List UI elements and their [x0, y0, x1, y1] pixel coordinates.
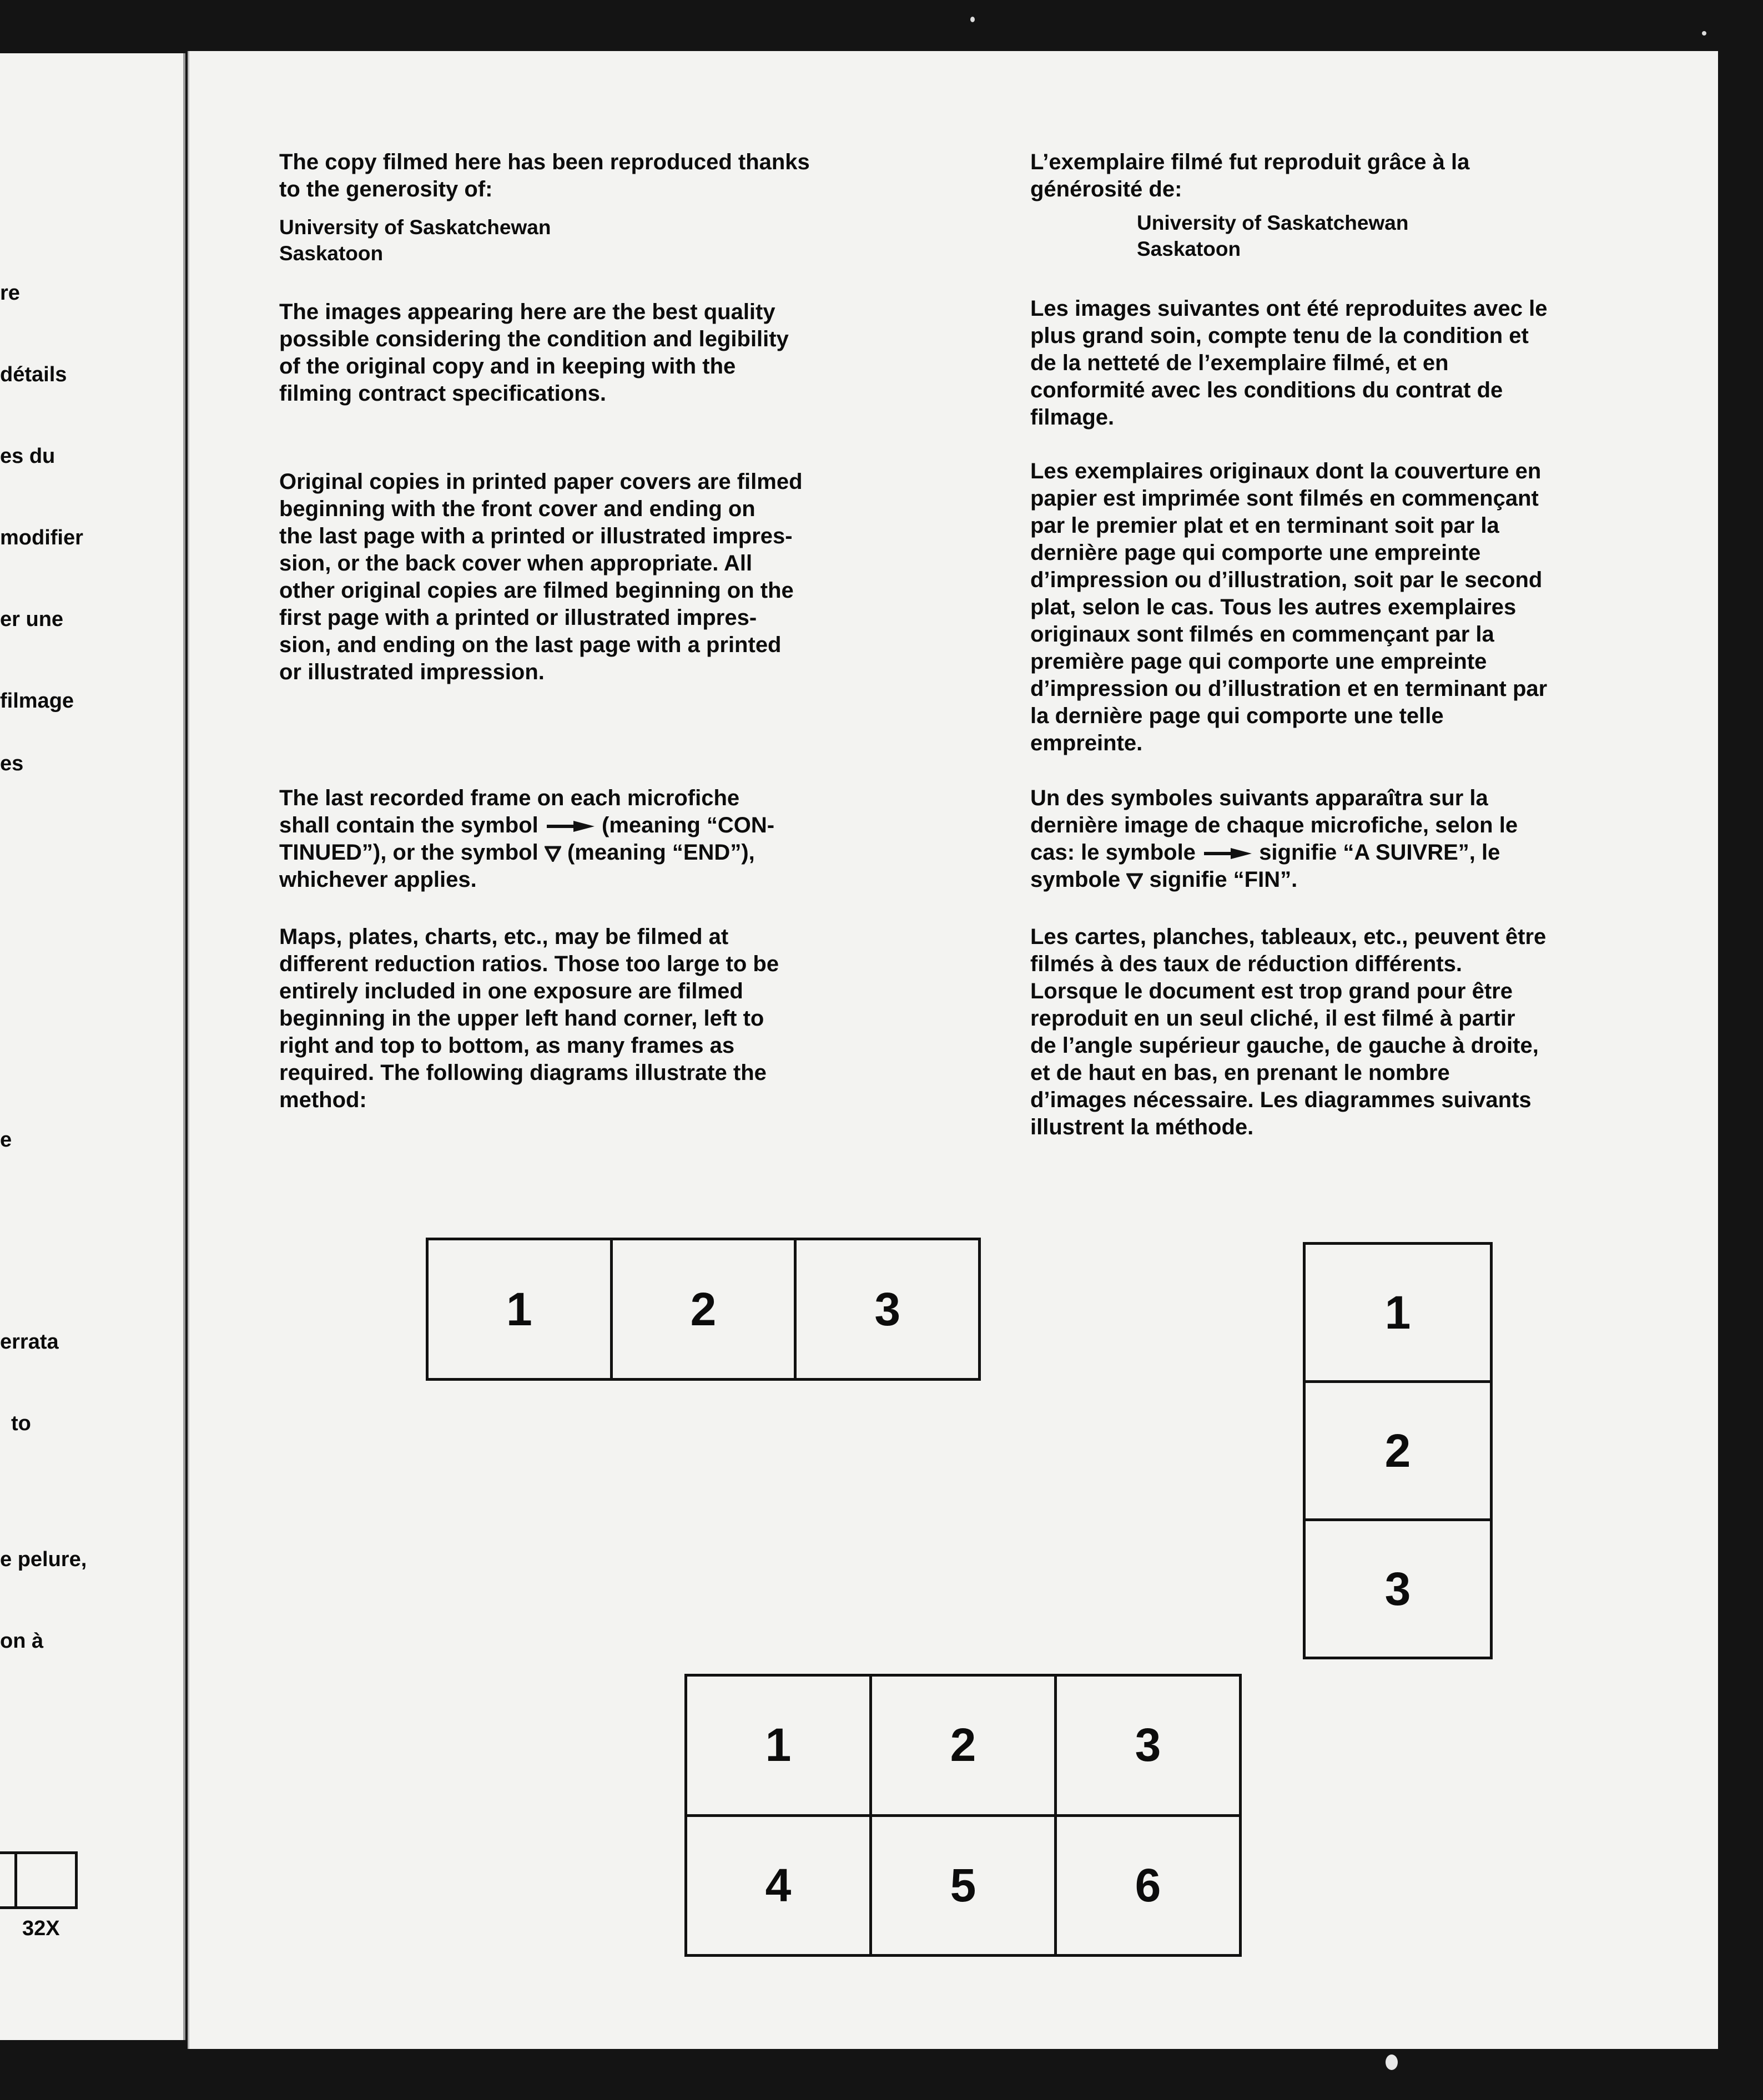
- english-acknowledgement: [279, 149, 934, 203]
- text-line: University of Saskatchewan: [279, 216, 551, 239]
- text-line: illustrent la méthode.: [1030, 1115, 1254, 1139]
- text-line: whichever applies.: [279, 867, 477, 892]
- left-fragment-lines-top: [0, 225, 83, 769]
- text-line: [1030, 866, 1696, 893]
- fragment-line: es du: [0, 445, 56, 468]
- text-line: The last recorded frame on each microfiche: [279, 786, 740, 810]
- left-fragment-lines-bottom: [0, 1274, 87, 1709]
- text-line: Original copies in printed paper covers are filmed: [279, 470, 803, 494]
- text-line: originaux sont filmés en commençant par la: [1030, 622, 1494, 647]
- text-line: or illustrated impression.: [279, 660, 545, 684]
- text-line: Saskatoon: [279, 242, 384, 265]
- text-line: la dernière page qui comporte une telle: [1030, 704, 1444, 728]
- reduction-ratio-box: [0, 1851, 78, 1909]
- fragment-line: es: [0, 752, 24, 775]
- text-segment: TINUED”), or the symbol: [279, 840, 538, 865]
- frame-cell: 2: [613, 1240, 797, 1378]
- text-line: possible considering the condition and legibility: [279, 327, 789, 351]
- fragment-line: to: [11, 1412, 31, 1435]
- frame-cell: 3: [1384, 1562, 1411, 1615]
- text-segment: signifie “FIN”.: [1149, 867, 1298, 892]
- text-line: de l’angle supérieur gauche, de gauche à droite,: [1030, 1033, 1539, 1058]
- continued-arrow-icon: [545, 820, 596, 833]
- text-line: filming contract specifications.: [279, 381, 607, 406]
- text-line: Maps, plates, charts, etc., may be filmed at: [279, 925, 729, 949]
- french-maps-paragraph: [1030, 923, 1696, 1141]
- text-line: first page with a printed or illustrated impres-: [279, 605, 757, 630]
- text-line: Saskatoon: [1137, 238, 1241, 260]
- text-line: empreinte.: [1030, 731, 1143, 755]
- frame-cell: 2: [1306, 1383, 1490, 1521]
- text-line: sion, and ending on the last page with a printed: [279, 633, 782, 657]
- frame-cell: 4: [687, 1817, 872, 1955]
- text-line: [1030, 839, 1696, 866]
- english-covers-paragraph: [279, 468, 934, 686]
- text-line: conformité avec les conditions du contrat de: [1030, 378, 1503, 402]
- french-symbol-paragraph: [1030, 785, 1696, 893]
- frame-cell: 1: [687, 1677, 872, 1814]
- text-segment: shall contain the symbol: [279, 813, 538, 837]
- text-line: d’impression ou d’illustration et en terminant par: [1030, 677, 1548, 701]
- text-segment: cas: le symbole: [1030, 840, 1196, 865]
- frame-cell: 1: [1306, 1245, 1490, 1383]
- text-line: plus grand soin, compte tenu de la condition et: [1030, 324, 1529, 348]
- english-maps-paragraph: [279, 923, 934, 1114]
- text-line: filmage.: [1030, 405, 1115, 430]
- continued-arrow-icon: [1202, 847, 1253, 860]
- scan-speck: [1386, 2054, 1398, 2070]
- text-line: dernière image de chaque microfiche, selon le: [1030, 813, 1518, 837]
- text-segment: (meaning “END”),: [567, 840, 755, 865]
- text-line: The copy filmed here has been reproduced thanks: [279, 150, 810, 174]
- text-line: de la netteté de l’exemplaire filmé, et en: [1030, 351, 1449, 375]
- frame-cell: 2: [872, 1677, 1057, 1814]
- text-line: University of Saskatchewan: [1137, 211, 1409, 234]
- fragment-line: e: [0, 1128, 12, 1152]
- text-line: The images appearing here are the best quality: [279, 300, 775, 324]
- frame-cell: 3: [874, 1283, 901, 1335]
- text-line: [279, 812, 934, 839]
- text-line: method:: [279, 1088, 367, 1112]
- fragment-line: re: [0, 281, 20, 305]
- text-line: Les cartes, planches, tableaux, etc., peuvent être: [1030, 925, 1547, 949]
- text-line: sion, or the back cover when appropriate. All: [279, 551, 753, 576]
- fragment-line: e pelure,: [0, 1548, 87, 1571]
- french-institution: [1137, 210, 1696, 262]
- frame-cell: 1: [429, 1240, 613, 1378]
- end-triangle-icon: [1126, 872, 1143, 889]
- text-line: Lorsque le document est trop grand pour être: [1030, 979, 1513, 1003]
- left-page-fragment: [0, 53, 185, 2040]
- text-line: d’impression ou d’illustration, soit par le second: [1030, 568, 1543, 592]
- french-column: [1030, 149, 1696, 1141]
- french-covers-paragraph: [1030, 458, 1696, 757]
- text-line: reproduit en un seul cliché, il est filmé à partir: [1030, 1006, 1515, 1031]
- reduction-ratio-label: 32X: [22, 1917, 60, 1940]
- fragment-line: filmage: [0, 689, 74, 713]
- text-segment: symbole: [1030, 867, 1121, 892]
- text-line: par le premier plat et en terminant soit par la: [1030, 513, 1499, 538]
- vertical-frames-diagram: [1303, 1242, 1493, 1659]
- fragment-line: détails: [0, 363, 67, 386]
- grid-row: [687, 1677, 1239, 1817]
- end-triangle-icon: [545, 845, 561, 862]
- text-line: other original copies are filmed beginning on the: [279, 578, 794, 603]
- fragment-line: errata: [0, 1330, 59, 1354]
- text-line: the last page with a printed or illustrated impres-: [279, 524, 793, 548]
- text-line: required. The following diagrams illustrate the: [279, 1061, 767, 1085]
- text-line: dernière page qui comporte une empreinte: [1030, 541, 1481, 565]
- english-quality-paragraph: [279, 299, 934, 407]
- fragment-line: er une: [0, 608, 64, 631]
- french-acknowledgement: [1030, 149, 1696, 203]
- text-line: Les images suivantes ont été reproduites avec le: [1030, 296, 1548, 321]
- text-line: d’images nécessaire. Les diagrammes suivants: [1030, 1088, 1532, 1112]
- fragment-line: on à: [0, 1629, 44, 1653]
- text-line: right and top to bottom, as many frames as: [279, 1033, 735, 1058]
- horizontal-frames-diagram: [426, 1238, 981, 1381]
- text-line: different reduction ratios. Those too large to be: [279, 952, 779, 976]
- text-line: Un des symboles suivants apparaîtra sur la: [1030, 786, 1488, 810]
- english-institution: [279, 214, 934, 266]
- text-line: générosité de:: [1030, 177, 1182, 201]
- text-line: L’exemplaire filmé fut reproduit grâce à la: [1030, 150, 1470, 174]
- frame-cell: 5: [872, 1817, 1057, 1955]
- text-line: of the original copy and in keeping with the: [279, 354, 736, 378]
- text-line: et de haut en bas, en prenant le nombre: [1030, 1061, 1450, 1085]
- text-segment: signifie “A SUIVRE”, le: [1259, 840, 1500, 865]
- text-segment: (meaning “CON-: [602, 813, 775, 837]
- english-symbol-paragraph: [279, 785, 934, 893]
- frame-cell: 3: [1135, 1719, 1161, 1771]
- scan-speck: [970, 17, 975, 22]
- fragment-line: modifier: [0, 526, 83, 549]
- text-line: beginning with the front cover and ending on: [279, 497, 755, 521]
- text-line: [279, 839, 934, 866]
- text-line: entirely included in one exposure are filmed: [279, 979, 743, 1003]
- frame-cell: 6: [1135, 1859, 1161, 1911]
- text-line: to the generosity of:: [279, 177, 493, 201]
- text-line: Les exemplaires originaux dont la couverture en: [1030, 459, 1542, 483]
- text-line: papier est imprimée sont filmés en commençant: [1030, 486, 1539, 511]
- french-quality-paragraph: [1030, 295, 1696, 431]
- text-line: première page qui comporte une empreinte: [1030, 649, 1487, 674]
- grid-row: [687, 1817, 1239, 1955]
- english-column: [279, 149, 934, 1114]
- grid-frames-diagram: [684, 1674, 1242, 1957]
- text-line: plat, selon le cas. Tous les autres exemplaires: [1030, 595, 1517, 619]
- text-line: filmés à des taux de réduction différents.: [1030, 952, 1462, 976]
- text-line: beginning in the upper left hand corner, left to: [279, 1006, 764, 1031]
- scan-speck: [1702, 31, 1706, 36]
- main-page: [188, 51, 1718, 2049]
